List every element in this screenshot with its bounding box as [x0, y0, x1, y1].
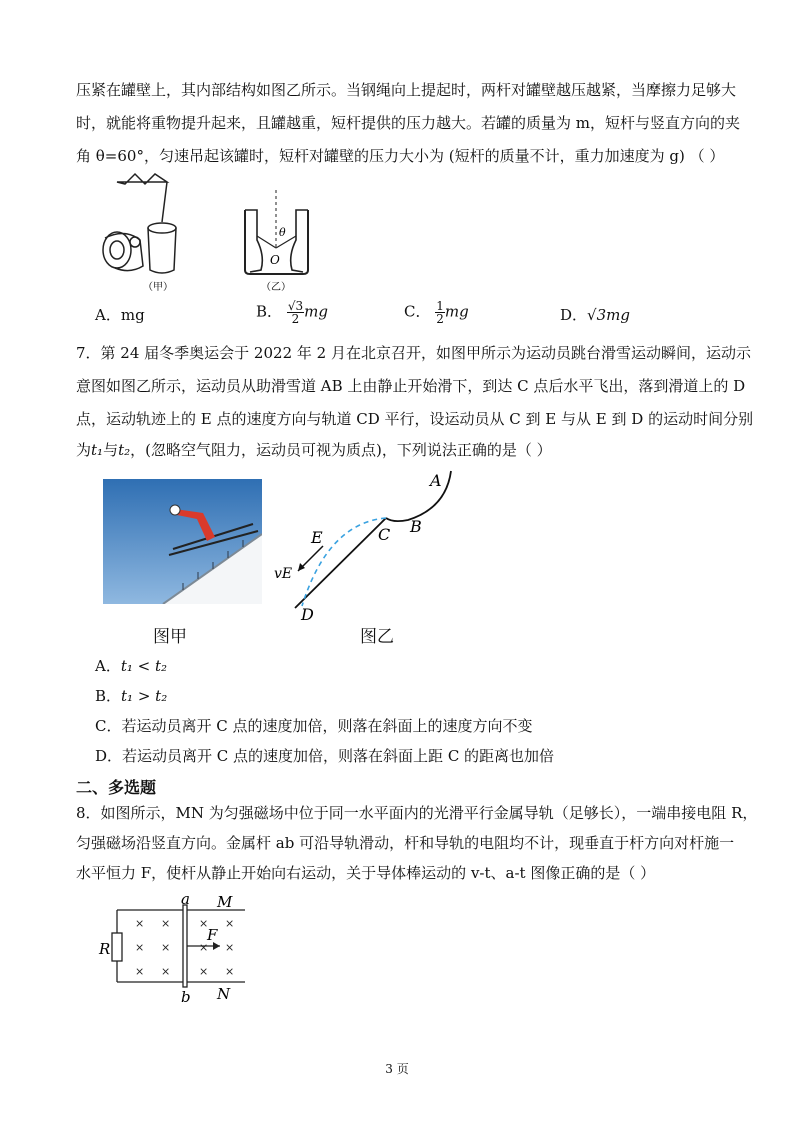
label-r: R	[99, 940, 111, 958]
svg-text:×: ×	[161, 917, 171, 930]
q8-line-1: 8．如图所示，MN 为匀强磁场中位于同一水平面内的光滑平行金属导轨（足够长），一端串接电阻 R，	[76, 804, 758, 822]
label-ve: vE	[274, 566, 293, 582]
svg-text:×: ×	[225, 965, 235, 978]
option-text: 若运动员离开 C 点的速度加倍，则落在斜面上的速度方向不变	[121, 717, 533, 735]
page-number: 3 页	[385, 1062, 409, 1076]
q7-line-1: 7．第 24 届冬季奥运会于 2022 年 2 月在北京召开，如图甲所示为运动员跳台滑雪运动瞬间，运动示	[76, 344, 751, 362]
q6-option-d	[560, 305, 630, 325]
option-letter: B．	[95, 687, 122, 705]
slope-cd	[295, 518, 386, 608]
option-letter: C．	[404, 302, 431, 321]
label-c: C	[378, 525, 391, 544]
svg-text:×: ×	[135, 941, 145, 954]
option-text: t₁ < t₂	[120, 657, 168, 675]
fraction	[287, 300, 304, 325]
theta-label: θ	[279, 226, 286, 239]
option-letter: A．	[95, 306, 121, 324]
svg-text:×: ×	[199, 941, 209, 954]
option-text: 若运动员离开 C 点的速度加倍，则落在斜面上距 C 的距离也加倍	[122, 747, 555, 765]
option-letter: B．	[256, 302, 283, 321]
q7-option-a	[95, 656, 167, 676]
label-d: D	[301, 605, 314, 624]
caption-jia: 图甲	[153, 627, 187, 647]
q6-option-c	[404, 300, 469, 325]
svg-text:×: ×	[161, 965, 171, 978]
label-n: N	[217, 985, 231, 1003]
fig-jia-label: （甲）	[143, 282, 173, 292]
svg-text:×: ×	[161, 941, 171, 954]
label-a: A	[430, 471, 442, 490]
fraction-denominator: 2	[436, 312, 444, 326]
q6-option-b	[256, 300, 328, 325]
q7-line4-pre: 为	[76, 441, 92, 459]
rail-circuit-diagram	[95, 893, 255, 1005]
q7-line-4	[76, 440, 552, 460]
label-a: a	[181, 893, 190, 908]
svg-text:×: ×	[199, 917, 209, 930]
fraction	[435, 300, 445, 325]
option-text: mg	[120, 306, 145, 324]
q8-line-2: 匀强磁场沿竖直方向。金属杆 ab 可沿导轨滑动，杆和导轨的电阻均不计，现垂直于杆方向对杆施一	[76, 834, 735, 852]
option-text: t₁ > t₂	[121, 687, 168, 705]
fraction-denominator: 2	[291, 312, 300, 326]
metal-rod	[183, 905, 187, 987]
crane-drawing	[103, 174, 176, 273]
label-f: F	[207, 926, 218, 944]
label-e: E	[311, 528, 323, 547]
q7-line4-post: ，(忽略空气阻力，运动员可视为质点)，下列说法正确的是（ ）	[130, 441, 552, 459]
q7-line-2: 意图如图乙所示，运动员从助滑雪道 AB 上由静止开始滑下，到达 C 点后水平飞出，落到滑道上的 D	[76, 377, 746, 395]
fig-yi-label: （乙）	[261, 282, 291, 292]
q7-option-b	[95, 686, 167, 706]
label-b: b	[181, 988, 191, 1005]
label-b: B	[410, 517, 422, 536]
resistor	[112, 933, 122, 961]
q6-option-a	[95, 305, 145, 325]
svg-text:×: ×	[199, 965, 209, 978]
svg-text:×: ×	[225, 941, 235, 954]
fraction-numerator: √3	[287, 299, 304, 313]
trajectory-diagram	[268, 468, 468, 628]
q7-option-c	[95, 716, 533, 736]
q7-option-d	[95, 746, 554, 766]
t1-symbol: t₁	[91, 441, 104, 459]
option-letter: A．	[95, 657, 121, 675]
option-tail: mg	[444, 302, 469, 321]
caption-yi: 图乙	[360, 627, 394, 647]
ski-jump-photo	[103, 479, 262, 604]
option-text: √3mg	[587, 306, 630, 324]
label-m: M	[217, 893, 233, 911]
q7-line4-mid: 与	[103, 441, 119, 459]
svg-text:×: ×	[135, 917, 145, 930]
section-heading: 二、多选题	[76, 778, 157, 797]
q6-line-2: 时，就能将重物提升起来，且罐越重，短杆提供的压力越大。若罐的质量为 m，短杆与竖直方向的夹	[76, 114, 740, 132]
q6-line-3: 角 θ=60°，匀速吊起该罐时，短杆对罐壁的压力大小为 (短杆的质量不计，重力加速度为 g) （ ）	[76, 147, 725, 165]
option-letter: D．	[560, 306, 588, 324]
option-tail: mg	[304, 302, 328, 321]
svg-text:×: ×	[225, 917, 235, 930]
option-letter: C．	[95, 717, 122, 735]
o-label: O	[270, 253, 280, 267]
q7-line-3: 点，运动轨迹上的 E 点的速度方向与轨道 CD 平行，设运动员从 C 到 E 与从 E 到 D 的运动时间分别	[76, 410, 754, 428]
q6-figure	[95, 170, 310, 292]
option-letter: D．	[95, 747, 123, 765]
svg-text:×: ×	[135, 965, 145, 978]
q6-line-1: 压紧在罐壁上，其内部结构如图乙所示。当钢绳向上提起时，两杆对罐壁越压越紧，当摩擦力足够大	[76, 81, 737, 99]
t2-symbol: t₂	[118, 441, 131, 459]
fraction-numerator: 1	[436, 299, 444, 313]
q8-line-3: 水平恒力 F，使杆从静止开始向右运动，关于导体棒运动的 v-t、a-t 图像正确的是（ ）	[76, 864, 656, 882]
